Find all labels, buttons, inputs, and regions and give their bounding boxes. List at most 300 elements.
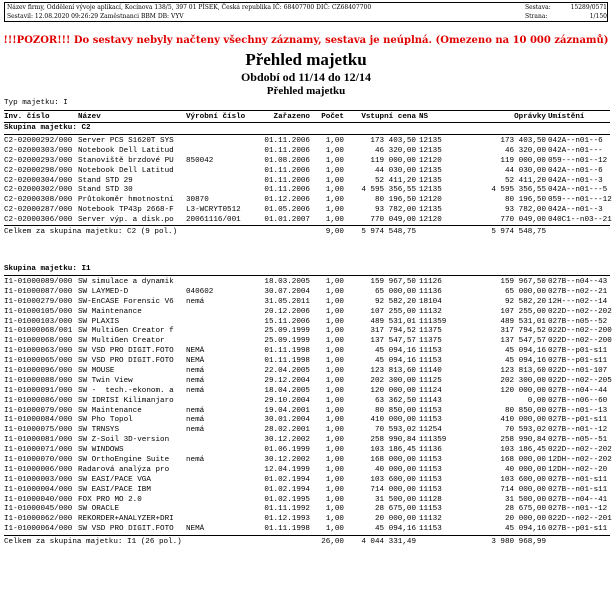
cell-date: 01.11.1998 bbox=[264, 347, 310, 356]
table-row bbox=[4, 356, 610, 366]
cell-location: 042A--n01--- bbox=[548, 146, 603, 155]
cell-location: 059---n01---12 bbox=[548, 196, 612, 205]
cell-inv: I1-01000040/000 bbox=[4, 495, 73, 504]
table-row bbox=[4, 455, 610, 465]
cell-inv: I1-01000064/000 bbox=[4, 525, 73, 534]
cell-name: SW LAYMED-D bbox=[78, 287, 129, 296]
divider bbox=[4, 122, 610, 123]
cell-price: 63 362,50 bbox=[374, 396, 416, 405]
cell-serial: nemá bbox=[186, 406, 205, 415]
cell-price: 52 411,20 bbox=[374, 176, 416, 185]
cell-location: 12DH--n02--202 bbox=[548, 456, 612, 465]
table-row bbox=[4, 166, 610, 176]
cell-qty: 1,00 bbox=[325, 166, 344, 175]
cell-qty: 1,00 bbox=[325, 525, 344, 534]
cell-price: 93 782,00 bbox=[374, 206, 416, 215]
cell-date: 15.11.2006 bbox=[264, 317, 310, 326]
cell-ns: 12135 bbox=[419, 137, 442, 145]
cell-inv: I1-01000091/000 bbox=[4, 386, 73, 395]
cell-qty: 1,00 bbox=[325, 206, 344, 215]
cell-location: 027B--p01-s11 bbox=[548, 347, 608, 356]
table-row bbox=[4, 156, 610, 166]
cell-date: 01.11.2006 bbox=[264, 146, 310, 155]
cell-price: 92 582,20 bbox=[374, 297, 416, 306]
asset-type-label: Typ majetku: I bbox=[4, 99, 68, 107]
cell-location: 027B--n01--12 bbox=[548, 505, 608, 514]
cell-inv: C2-02000292/000 bbox=[4, 137, 73, 145]
cell-location: 027B--n05--51 bbox=[548, 436, 608, 445]
cell-qty: 1,00 bbox=[325, 456, 344, 465]
created-info: Sestavil: 12.08.2020 09:26:29 Zaměstnanci BBM DB: VYV bbox=[7, 13, 184, 20]
cell-qty: 1,00 bbox=[325, 297, 344, 306]
cell-name: Stand STD 29 bbox=[78, 176, 133, 185]
table-row bbox=[4, 465, 610, 475]
cell-depreciation: 31 500,00 bbox=[504, 495, 546, 504]
cell-date: 01.02.1995 bbox=[264, 495, 310, 504]
cell-name: SW Twin View bbox=[78, 376, 133, 385]
cell-inv: C2-02000302/000 bbox=[4, 186, 73, 195]
cell-name: SW MultiGen Creator bbox=[78, 337, 165, 346]
table-row bbox=[4, 287, 610, 297]
cell-inv: I1-01000084/000 bbox=[4, 416, 73, 425]
cell-depreciation: 93 782,00 bbox=[504, 206, 546, 215]
cell-qty: 1,00 bbox=[325, 505, 344, 514]
cell-name: SW OrthoEngine Suite bbox=[78, 456, 170, 465]
cell-depreciation: 103 186,45 bbox=[500, 446, 546, 455]
cell-depreciation: 173 403,50 bbox=[500, 137, 546, 145]
cell-price: 20 000,00 bbox=[374, 515, 416, 524]
cell-inv: I1-01000068/001 bbox=[4, 327, 73, 336]
table-row bbox=[4, 504, 610, 514]
cell-location: 027B--n01--13 bbox=[548, 406, 608, 415]
cell-qty: 1,00 bbox=[325, 307, 344, 316]
cell-depreciation: 119 000,00 bbox=[500, 156, 546, 165]
cell-inv: C2-02000304/000 bbox=[4, 176, 73, 185]
cell-depreciation: 0,00 bbox=[527, 396, 546, 405]
cell-inv: I1-01000089/000 bbox=[4, 278, 73, 286]
cell-ns: 12120 bbox=[419, 156, 442, 165]
cell-date: 01.11.2006 bbox=[264, 186, 310, 195]
table-row bbox=[4, 445, 610, 455]
cell-inv: I1-01000075/000 bbox=[4, 426, 73, 435]
cell-price: 45 094,16 bbox=[374, 347, 416, 356]
cell-date: 01.11.1998 bbox=[264, 357, 310, 366]
total-price: 4 044 331,49 bbox=[361, 538, 416, 546]
cell-location: 027B--p01-s11 bbox=[548, 525, 608, 534]
cell-price: 44 030,00 bbox=[374, 166, 416, 175]
cell-name: SW VSD PRO DIGIT.FOTO bbox=[78, 347, 174, 356]
cell-date: 29.12.2004 bbox=[264, 376, 310, 385]
cell-date: 30.12.2002 bbox=[264, 456, 310, 465]
cell-name: SW Pho Topol bbox=[78, 416, 133, 425]
cell-depreciation: 20 000,00 bbox=[504, 515, 546, 524]
cell-inv: I1-01000079/000 bbox=[4, 406, 73, 415]
cell-qty: 1,00 bbox=[325, 416, 344, 425]
cell-ns: 12120 bbox=[419, 196, 442, 205]
cell-price: 202 300,00 bbox=[370, 376, 416, 385]
cell-price: 45 094,16 bbox=[374, 357, 416, 366]
cell-depreciation: 159 967,50 bbox=[500, 278, 546, 286]
cell-depreciation: 70 593,02 bbox=[504, 426, 546, 435]
cell-ns: 11132 bbox=[419, 515, 442, 524]
cell-depreciation: 770 049,00 bbox=[500, 216, 546, 225]
cell-serial: 30870 bbox=[186, 196, 209, 205]
cell-inv: I1-01000086/000 bbox=[4, 396, 73, 405]
table-row bbox=[4, 136, 610, 146]
cell-name: Průtokoměr hmotnostní bbox=[78, 196, 174, 205]
cell-depreciation: 168 000,00 bbox=[500, 456, 546, 465]
cell-date: 20.12.2006 bbox=[264, 307, 310, 316]
col-location: Umístění bbox=[548, 113, 585, 121]
cell-location: 022D--n02--202 bbox=[548, 307, 612, 316]
cell-serial: NEMÁ bbox=[186, 525, 205, 534]
cell-depreciation: 120 000,00 bbox=[500, 386, 546, 395]
cell-price: 123 813,60 bbox=[370, 367, 416, 376]
cell-date: 25.09.1999 bbox=[264, 327, 310, 336]
cell-location: 027B--p01-s11 bbox=[548, 416, 608, 425]
cell-date: 01.06.1999 bbox=[264, 446, 310, 455]
col-qty: Počet bbox=[321, 113, 344, 121]
cell-price: 31 500,00 bbox=[374, 495, 416, 504]
table-row bbox=[4, 205, 610, 215]
cell-ns: 11254 bbox=[419, 426, 442, 435]
cell-name: SW-EnCASE Forensic V6 bbox=[78, 297, 174, 306]
cell-price: 137 547,57 bbox=[370, 337, 416, 346]
cell-name: SW MultiGen Creator f bbox=[78, 327, 174, 336]
cell-name: SW EASI/PACE VGA bbox=[78, 475, 151, 484]
col-ns: NS bbox=[419, 113, 429, 121]
cell-inv: I1-01000071/000 bbox=[4, 446, 73, 455]
cell-serial: nemá bbox=[186, 367, 205, 376]
cell-inv: I1-01000045/000 bbox=[4, 505, 73, 514]
cell-price: 80 850,00 bbox=[374, 406, 416, 415]
cell-price: 4 595 356,55 bbox=[361, 186, 416, 195]
cell-date: 18.03.2005 bbox=[264, 278, 310, 286]
cell-name: SW - tech.-ekonom. a bbox=[78, 386, 174, 395]
divider bbox=[4, 134, 610, 135]
cell-ns: 11153 bbox=[419, 505, 442, 514]
cell-name: SW simulace a dynamik bbox=[78, 278, 174, 286]
total-qty: 9,00 bbox=[325, 228, 344, 236]
cell-depreciation: 44 030,00 bbox=[504, 166, 546, 175]
cell-ns: 11140 bbox=[419, 367, 442, 376]
cell-name: REKORDER+ANALYZER+DRI bbox=[78, 515, 174, 524]
cell-price: 65 000,00 bbox=[374, 287, 416, 296]
cell-price: 46 320,00 bbox=[374, 146, 416, 155]
cell-qty: 1,00 bbox=[325, 446, 344, 455]
cell-name: SW VSD PRO DIGIT.FOTO bbox=[78, 357, 174, 366]
cell-depreciation: 714 000,00 bbox=[500, 485, 546, 494]
table-row bbox=[4, 386, 610, 396]
cell-ns: 11126 bbox=[419, 278, 442, 286]
divider bbox=[4, 225, 610, 226]
cell-ns: 11153 bbox=[419, 406, 442, 415]
strana-label: Strana: bbox=[525, 13, 548, 20]
cell-depreciation: 80 850,00 bbox=[504, 406, 546, 415]
cell-qty: 1,00 bbox=[325, 137, 344, 145]
cell-qty: 1,00 bbox=[325, 396, 344, 405]
cell-inv: I1-01000070/000 bbox=[4, 456, 73, 465]
cell-qty: 1,00 bbox=[325, 337, 344, 346]
cell-depreciation: 123 813,60 bbox=[500, 367, 546, 376]
cell-qty: 1,00 bbox=[325, 436, 344, 445]
cell-date: 28.02.2001 bbox=[264, 426, 310, 435]
cell-inv: C2-02000293/000 bbox=[4, 156, 73, 165]
table-row bbox=[4, 317, 610, 327]
total-depreciation: 5 974 548,75 bbox=[491, 228, 546, 236]
cell-ns: 11153 bbox=[419, 465, 442, 474]
cell-qty: 1,00 bbox=[325, 357, 344, 366]
cell-location: 042A--n01--6 bbox=[548, 137, 603, 145]
table-row bbox=[4, 366, 610, 376]
report-period: Období od 11/14 do 12/14 bbox=[240, 70, 372, 84]
table-row bbox=[4, 425, 610, 435]
table-row bbox=[4, 336, 610, 346]
cell-ns: 111359 bbox=[419, 317, 447, 326]
group-rows bbox=[4, 136, 610, 225]
cell-qty: 1,00 bbox=[325, 465, 344, 474]
cell-depreciation: 107 255,00 bbox=[500, 307, 546, 316]
cell-ns: 12135 bbox=[419, 166, 442, 175]
cell-ns: 11136 bbox=[419, 446, 442, 455]
cell-date: 01.01.2007 bbox=[264, 216, 310, 225]
cell-price: 28 675,00 bbox=[374, 505, 416, 514]
cell-inv: I1-01000087/000 bbox=[4, 287, 73, 296]
cell-ns: 11125 bbox=[419, 376, 442, 385]
cell-inv: I1-01000006/000 bbox=[4, 465, 73, 474]
cell-date: 01.11.2006 bbox=[264, 137, 310, 145]
cell-qty: 1,00 bbox=[325, 156, 344, 165]
group-total-c2 bbox=[4, 227, 610, 237]
cell-name: SW VSD PRO DIGIT.FOTO bbox=[78, 525, 174, 534]
cell-date: 01.12.2006 bbox=[264, 196, 310, 205]
table-row bbox=[4, 514, 610, 524]
report-subtitle: Přehled majetku bbox=[266, 85, 346, 97]
table-row bbox=[4, 195, 610, 205]
strana-value: 1/150 bbox=[589, 13, 607, 20]
cell-location: 042A--n01--3 bbox=[548, 206, 603, 215]
cell-price: 258 990,84 bbox=[370, 436, 416, 445]
cell-date: 18.04.2005 bbox=[264, 386, 310, 395]
cell-inv: I1-01000063/000 bbox=[4, 347, 73, 356]
cell-ns: 11153 bbox=[419, 475, 442, 484]
table-row bbox=[4, 475, 610, 485]
cell-ns: 11153 bbox=[419, 485, 442, 494]
cell-inv: I1-01000065/000 bbox=[4, 357, 73, 366]
cell-depreciation: 28 675,00 bbox=[504, 505, 546, 514]
cell-ns: 11153 bbox=[419, 416, 442, 425]
cell-inv: C2-02000298/000 bbox=[4, 166, 73, 175]
cell-qty: 1,00 bbox=[325, 376, 344, 385]
total-qty: 26,00 bbox=[321, 538, 344, 546]
cell-date: 12.04.1999 bbox=[264, 465, 310, 474]
cell-qty: 1,00 bbox=[325, 278, 344, 286]
cell-depreciation: 317 794,52 bbox=[500, 327, 546, 336]
cell-ns: 11153 bbox=[419, 357, 442, 366]
cell-location: 027B--p01-s11 bbox=[548, 357, 608, 366]
total-depreciation: 3 980 968,99 bbox=[491, 538, 546, 546]
table-row bbox=[4, 176, 610, 186]
cell-name: Notebook TP43p 2668-F bbox=[78, 206, 174, 215]
cell-inv: I1-01000279/000 bbox=[4, 297, 73, 306]
table-row bbox=[4, 297, 610, 307]
group-label-c2: Skupina majetku: C2 bbox=[4, 124, 91, 132]
cell-qty: 1,00 bbox=[325, 196, 344, 205]
cell-ns: 11375 bbox=[419, 337, 442, 346]
cell-qty: 1,00 bbox=[325, 426, 344, 435]
cell-ns: 11132 bbox=[419, 307, 442, 316]
cell-price: 80 196,50 bbox=[374, 196, 416, 205]
total-price: 5 974 548,75 bbox=[361, 228, 416, 236]
cell-ns: 11124 bbox=[419, 386, 442, 395]
cell-ns: 11136 bbox=[419, 287, 442, 296]
col-serial: Výrobní číslo bbox=[186, 113, 246, 121]
cell-date: 30.07.2004 bbox=[264, 287, 310, 296]
cell-depreciation: 202 300,00 bbox=[500, 376, 546, 385]
table-row bbox=[4, 485, 610, 495]
table-row bbox=[4, 435, 610, 445]
cell-serial: L3-WCRYT0512 bbox=[186, 206, 241, 215]
cell-qty: 1,00 bbox=[325, 327, 344, 336]
cell-price: 168 000,00 bbox=[370, 456, 416, 465]
cell-name: SW TRNSYS bbox=[78, 426, 120, 435]
cell-inv: I1-01000062/000 bbox=[4, 515, 73, 524]
cell-serial: 040602 bbox=[186, 287, 214, 296]
cell-date: 01.11.1998 bbox=[264, 525, 310, 534]
cell-qty: 1,00 bbox=[325, 386, 344, 395]
cell-location: 027B--n01-s11 bbox=[548, 485, 608, 494]
table-row bbox=[4, 146, 610, 156]
cell-qty: 1,00 bbox=[325, 347, 344, 356]
cell-inv: C2-02000303/000 bbox=[4, 146, 73, 155]
cell-date: 01.02.1994 bbox=[264, 475, 310, 484]
company-info: Název firmy, Oddělení vývoje aplikací, Kocínova 138/5, 397 01 PÍSEK, Česká republika IČ: 68407700 DIČ: CZ68407700 bbox=[7, 4, 372, 11]
cell-ns: 11153 bbox=[419, 456, 442, 465]
cell-ns: 12135 bbox=[419, 186, 442, 195]
cell-serial: nemá bbox=[186, 297, 205, 306]
group-total-i1 bbox=[4, 537, 610, 547]
cell-depreciation: 45 094,16 bbox=[504, 347, 546, 356]
cell-date: 19.04.2001 bbox=[264, 406, 310, 415]
cell-depreciation: 258 990,84 bbox=[500, 436, 546, 445]
cell-location: 12H---n02--14 bbox=[548, 297, 608, 306]
cell-location: 040C1--n03--21 bbox=[548, 216, 612, 225]
cell-name: SW Z-Soil 3D-version bbox=[78, 436, 170, 445]
cell-price: 120 000,00 bbox=[370, 386, 416, 395]
cell-location: 042A--n01--3 bbox=[548, 176, 603, 185]
cell-name: Server výp. a disk.po bbox=[78, 216, 174, 225]
cell-price: 119 000,00 bbox=[370, 156, 416, 165]
cell-qty: 1,00 bbox=[325, 515, 344, 524]
cell-name: SW MOUSE bbox=[78, 367, 115, 376]
cell-inv: I1-01000068/000 bbox=[4, 337, 73, 346]
cell-name: Stand STD 30 bbox=[78, 186, 133, 195]
cell-depreciation: 46 320,00 bbox=[504, 146, 546, 155]
cell-serial: nemá bbox=[186, 386, 205, 395]
col-inv: Inv. číslo bbox=[4, 113, 50, 121]
cell-inv: I1-01000003/000 bbox=[4, 475, 73, 484]
cell-location: 027B--n06--60 bbox=[548, 396, 608, 405]
report-title: Přehled majetku bbox=[245, 50, 367, 69]
cell-depreciation: 489 531,01 bbox=[500, 317, 546, 326]
cell-location: 027B--n01-s11 bbox=[548, 475, 608, 484]
cell-location: 12DH--n02--20 bbox=[548, 465, 608, 474]
cell-qty: 1,00 bbox=[325, 186, 344, 195]
cell-name: SW ORACLE bbox=[78, 505, 120, 514]
table-row bbox=[4, 376, 610, 386]
cell-ns: 11128 bbox=[419, 495, 442, 504]
cell-price: 714 000,00 bbox=[370, 485, 416, 494]
cell-depreciation: 80 196,50 bbox=[504, 196, 546, 205]
cell-ns: 12135 bbox=[419, 176, 442, 185]
cell-qty: 1,00 bbox=[325, 317, 344, 326]
table-row bbox=[4, 524, 610, 534]
col-price: Vstupní cena bbox=[361, 113, 416, 121]
table-row bbox=[4, 326, 610, 336]
table-row bbox=[4, 396, 610, 406]
cell-price: 770 049,00 bbox=[370, 216, 416, 225]
cell-depreciation: 45 094,16 bbox=[504, 525, 546, 534]
sestava-value: 15289/0571 bbox=[570, 4, 607, 11]
cell-serial: 20061116/001 bbox=[186, 216, 241, 225]
cell-name: Radarová analýza pro bbox=[78, 465, 170, 474]
table-row bbox=[4, 346, 610, 356]
cell-serial: NEMÁ bbox=[186, 357, 205, 366]
group-label-i1: Skupina majetku: I1 bbox=[4, 265, 91, 273]
cell-depreciation: 410 000,00 bbox=[500, 416, 546, 425]
cell-price: 45 094,16 bbox=[374, 525, 416, 534]
col-name: Název bbox=[78, 113, 101, 121]
cell-name: SW IDRISI Kilimanjaro bbox=[78, 396, 174, 405]
cell-date: 31.05.2011 bbox=[264, 297, 310, 306]
column-header bbox=[4, 112, 610, 122]
cell-ns: 11143 bbox=[419, 396, 442, 405]
cell-date: 29.10.2004 bbox=[264, 396, 310, 405]
cell-location: 027B--n02--21 bbox=[548, 287, 608, 296]
cell-ns: 12135 bbox=[419, 146, 442, 155]
cell-name: FOX PRO MO 2.0 bbox=[78, 495, 142, 504]
divider bbox=[4, 535, 610, 536]
total-label: Celkem za skupina majetku: C2 (9 pol.) bbox=[4, 228, 178, 236]
cell-location: 027B--n04--44 bbox=[548, 386, 608, 395]
cell-inv: I1-01000105/000 bbox=[4, 307, 73, 316]
cell-qty: 1,00 bbox=[325, 146, 344, 155]
cell-qty: 1,00 bbox=[325, 216, 344, 225]
cell-depreciation: 40 000,00 bbox=[504, 465, 546, 474]
table-row bbox=[4, 185, 610, 195]
divider bbox=[4, 275, 610, 276]
cell-location: 027B--n04--41 bbox=[548, 495, 608, 504]
cell-location: 022D--n02--202 bbox=[548, 446, 612, 455]
col-depreciation: Oprávky bbox=[514, 113, 546, 121]
cell-date: 01.12.1993 bbox=[264, 515, 310, 524]
cell-serial: nemá bbox=[186, 426, 205, 435]
cell-depreciation: 137 547,57 bbox=[500, 337, 546, 346]
cell-depreciation: 92 582,20 bbox=[504, 297, 546, 306]
cell-serial: nemá bbox=[186, 376, 205, 385]
cell-ns: 111359 bbox=[419, 436, 447, 445]
cell-depreciation: 4 595 356,55 bbox=[491, 186, 546, 195]
cell-date: 30.01.2004 bbox=[264, 416, 310, 425]
cell-inv: I1-01000081/000 bbox=[4, 436, 73, 445]
cell-serial: nemá bbox=[186, 456, 205, 465]
total-label: Celkem za skupina majetku: I1 (26 pol.) bbox=[4, 538, 182, 546]
cell-inv: I1-01000096/000 bbox=[4, 367, 73, 376]
report-header bbox=[4, 2, 608, 22]
cell-qty: 1,00 bbox=[325, 475, 344, 484]
cell-inv: I1-01000004/000 bbox=[4, 485, 73, 494]
cell-date: 01.05.2006 bbox=[264, 206, 310, 215]
